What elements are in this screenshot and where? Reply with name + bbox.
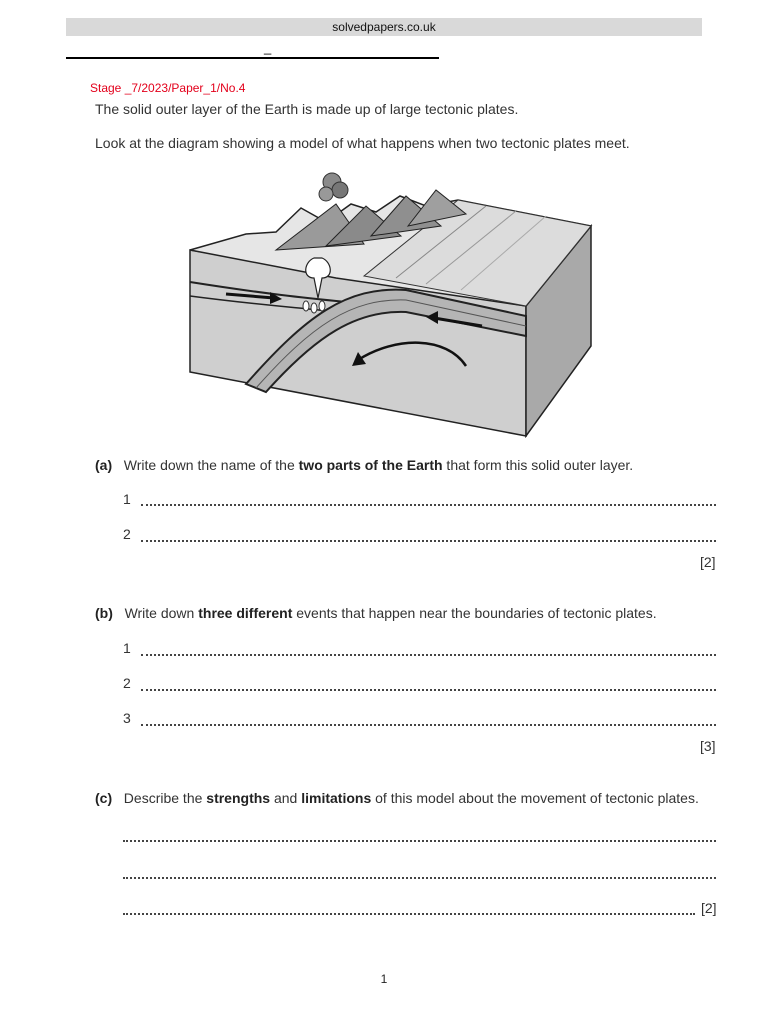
answer-c-line-1[interactable]	[123, 840, 716, 842]
question-a	[95, 457, 633, 473]
question-c	[95, 790, 699, 806]
header-rule	[66, 57, 439, 59]
question-b	[95, 605, 657, 621]
answer-a1-line[interactable]	[141, 504, 716, 506]
question-c-label: (c)	[95, 790, 113, 806]
question-a-bold: two parts of the Earth	[298, 457, 443, 473]
answer-b3-number: 3	[123, 710, 131, 726]
answer-b2-line[interactable]	[141, 689, 716, 691]
answer-a2-line[interactable]	[141, 540, 716, 542]
page-number: 1	[380, 972, 388, 986]
answer-a2-number: 2	[123, 526, 131, 542]
question-b-text-1: Write down	[124, 605, 199, 621]
intro-line-2: Look at the diagram showing a model of what happens when two tectonic plates meet.	[95, 135, 630, 151]
question-a-label: (a)	[95, 457, 113, 473]
question-a-text-2: that form this solid outer layer.	[442, 457, 634, 473]
answer-b1-number: 1	[123, 640, 131, 656]
marks-c: [2]	[701, 900, 717, 916]
intro-line-1: The solid outer layer of the Earth is made up of large tectonic plates.	[95, 101, 519, 117]
answer-c-line-3[interactable]	[123, 913, 695, 915]
question-c-bold-1: strengths	[206, 790, 271, 806]
answer-c-line-2[interactable]	[123, 877, 716, 879]
question-c-text-1: Describe the	[123, 790, 207, 806]
tectonic-plates-diagram-icon	[186, 166, 596, 438]
question-b-label: (b)	[95, 605, 113, 621]
marks-a: [2]	[700, 554, 716, 570]
question-c-text-3: of this model about the movement of tectonic plates.	[371, 790, 699, 806]
question-b-bold: three different	[198, 605, 293, 621]
answer-b3-line[interactable]	[141, 724, 716, 726]
answer-b1-line[interactable]	[141, 654, 716, 656]
marks-b: [3]	[700, 738, 716, 754]
question-reference: Stage _7/2023/Paper_1/No.4	[90, 81, 246, 95]
header-underscore: _	[264, 40, 272, 55]
question-a-text-1: Write down the name of the	[123, 457, 299, 473]
answer-a1-number: 1	[123, 491, 131, 507]
question-b-text-2: events that happen near the boundaries of tectonic plates.	[292, 605, 657, 621]
question-c-bold-2: limitations	[301, 790, 372, 806]
site-header: solvedpapers.co.uk	[66, 18, 702, 36]
question-c-text-2: and	[270, 790, 302, 806]
answer-b2-number: 2	[123, 675, 131, 691]
